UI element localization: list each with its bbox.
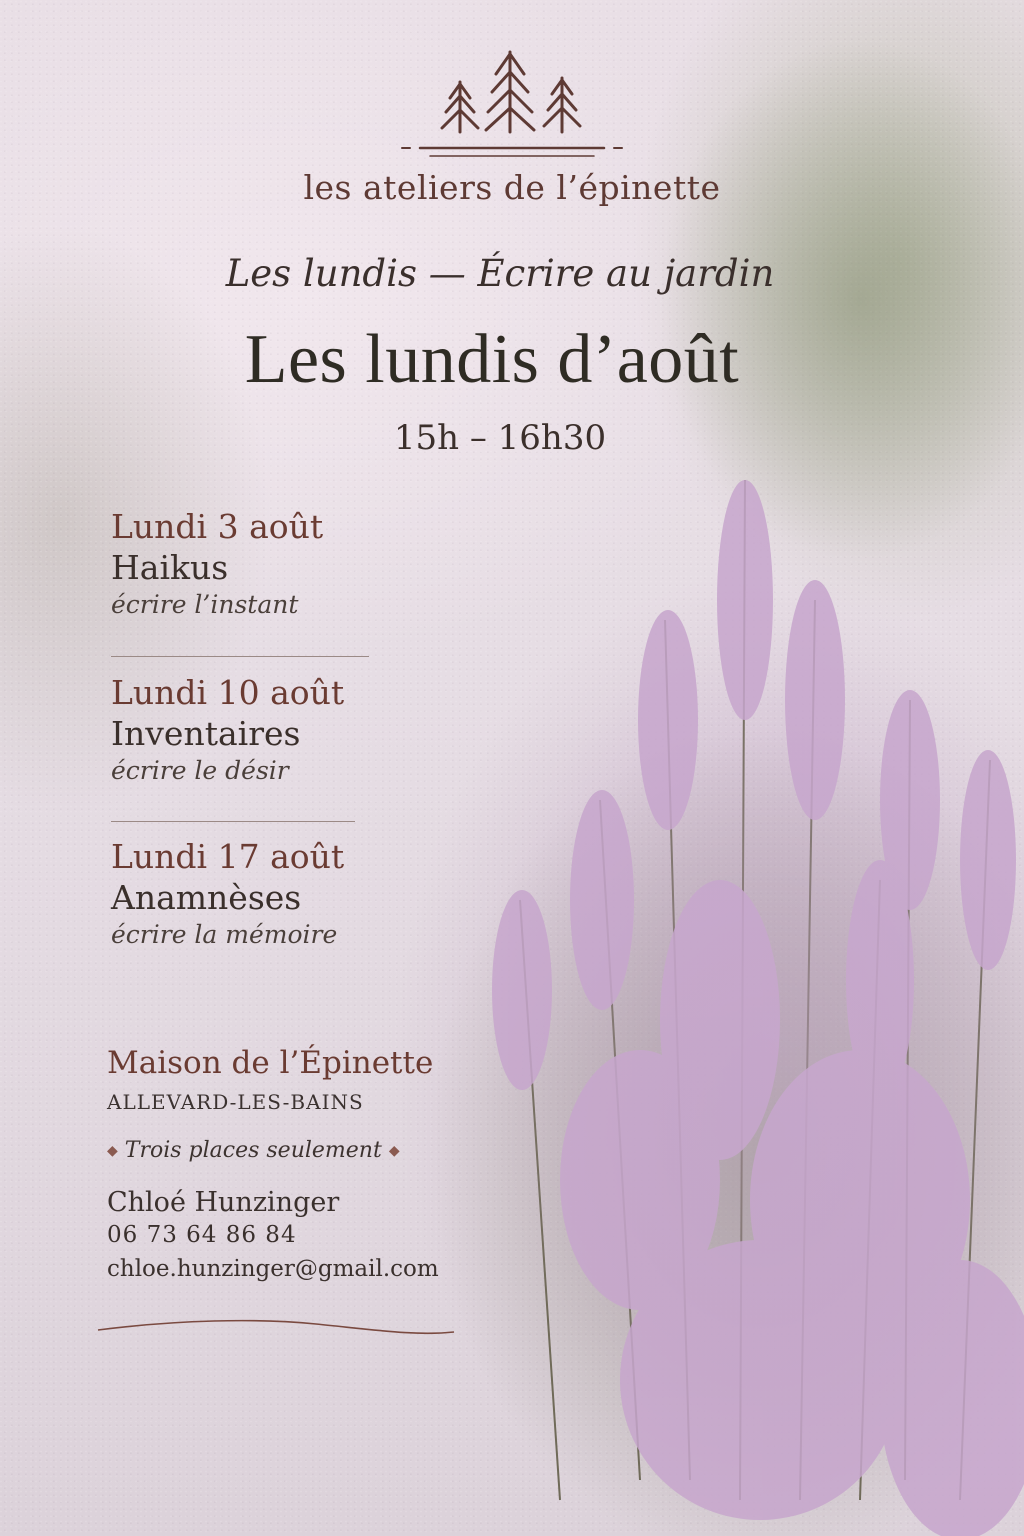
venue-town: ALLEVARD-LES-BAINS [107, 1090, 364, 1114]
session-item [111, 674, 411, 786]
session-subtitle: écrire l’instant [111, 590, 299, 619]
three-pine-trees-icon [400, 44, 624, 164]
venue-name: Maison de l’Épinette [107, 1045, 434, 1081]
session-name: Haikus [111, 548, 229, 587]
contact-name: Chloé Hunzinger [107, 1187, 340, 1218]
session-date: Lundi 3 août [111, 507, 324, 546]
session-date: Lundi 10 août [111, 673, 345, 712]
diamond-icon: ◆ [107, 1143, 118, 1159]
diamond-icon: ◆ [388, 1143, 400, 1159]
session-subtitle: écrire la mémoire [111, 920, 338, 949]
time-range: 15h – 16h30 [393, 418, 607, 458]
session-subtitle: écrire le désir [111, 756, 289, 785]
page-title: Les lundis d’août [244, 321, 740, 398]
session-date: Lundi 17 août [111, 837, 345, 876]
session-item [111, 508, 411, 620]
series-subtitle: Les lundis — Écrire au jardin [225, 252, 775, 295]
session-divider [111, 821, 355, 822]
places-note [107, 1138, 400, 1163]
brand-name: les ateliers de l’épinette [303, 168, 721, 207]
session-divider [111, 656, 369, 657]
session-name: Inventaires [111, 714, 301, 753]
contact-phone[interactable]: 06 73 64 86 84 [107, 1222, 297, 1248]
contact-email[interactable]: chloe.hunzinger@gmail.com [107, 1256, 439, 1282]
session-name: Anamnèses [111, 878, 302, 917]
session-item [111, 838, 411, 950]
wave-divider [96, 1312, 456, 1342]
places-text: Trois places seulement [124, 1138, 382, 1163]
